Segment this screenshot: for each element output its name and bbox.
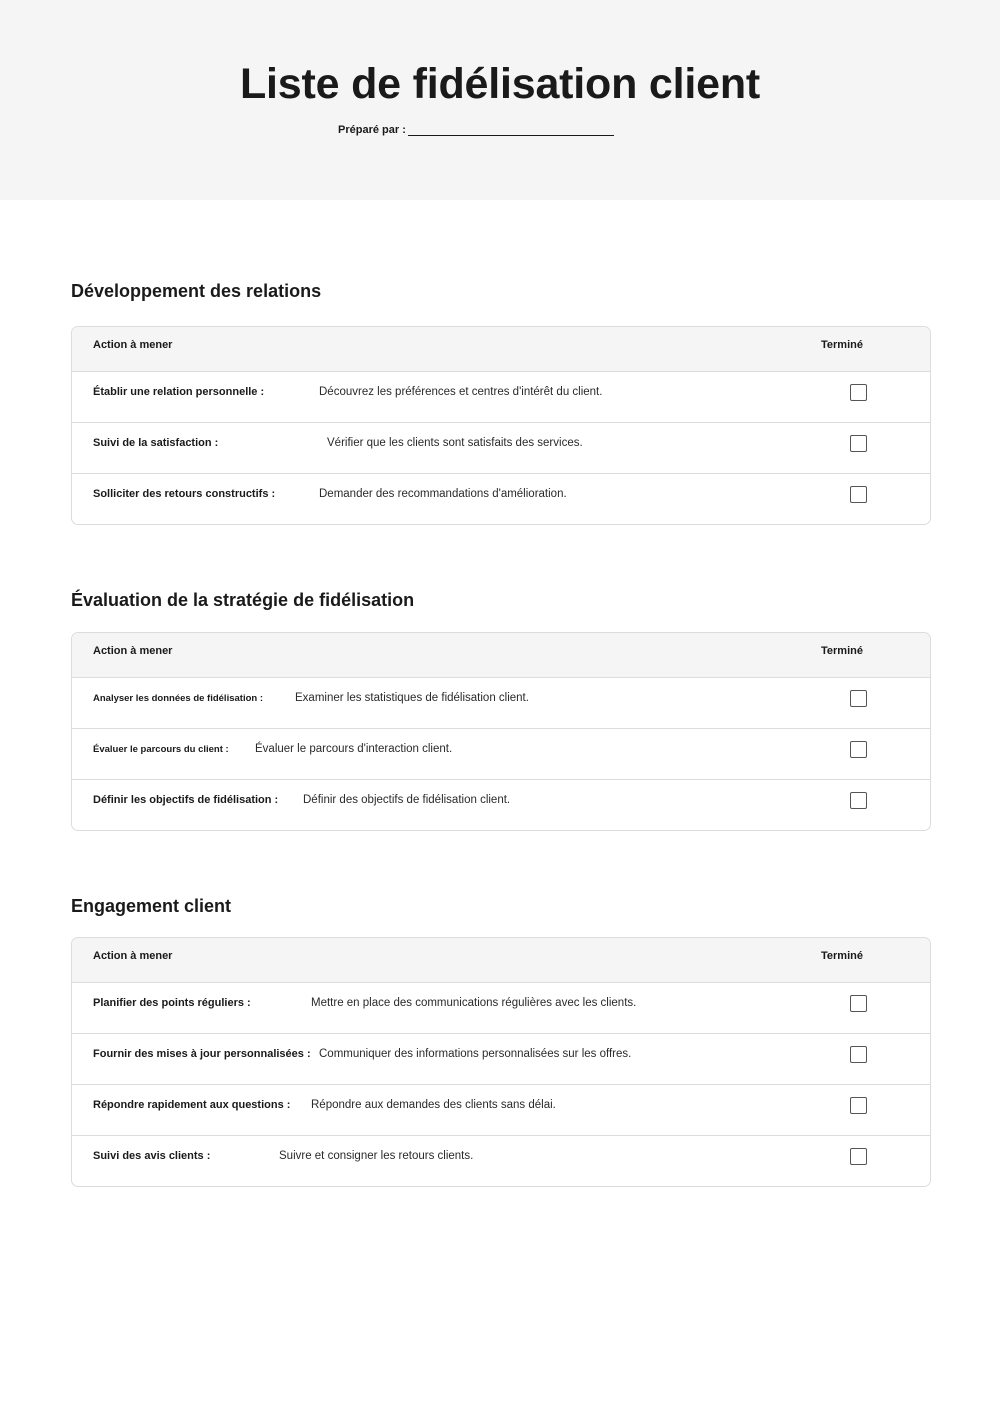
page-title: Liste de fidélisation client (239, 60, 761, 108)
row-label: Suivi des avis clients : (93, 1150, 211, 1162)
row-label: Planifier des points réguliers : (93, 997, 251, 1009)
row-label: Suivi de la satisfaction : (93, 437, 219, 449)
done-checkbox[interactable] (850, 995, 867, 1012)
table-row (72, 780, 930, 830)
column-header-done: Terminé (821, 339, 863, 351)
section-title-strategy: Évaluation de la stratégie de fidélisation (71, 590, 415, 610)
column-header-done: Terminé (821, 950, 863, 962)
prepared-by-label: Préparé par : (338, 124, 406, 136)
row-description: Demander des recommandations d'amélioration. (319, 488, 567, 500)
column-header-action: Action à mener (93, 645, 173, 657)
done-checkbox[interactable] (850, 1097, 867, 1114)
prepared-by-field[interactable] (408, 135, 614, 136)
row-description: Découvrez les préférences et centres d'intérêt du client. (319, 386, 603, 398)
row-description: Suivre et consigner les retours clients. (279, 1150, 474, 1162)
row-description: Mettre en place des communications régulières avec les clients. (311, 997, 637, 1009)
done-checkbox[interactable] (850, 486, 867, 503)
page-header (0, 0, 1000, 200)
checklist-table-relations (71, 326, 931, 525)
row-label: Évaluer le parcours du client : (93, 744, 229, 755)
row-description: Répondre aux demandes des clients sans délai. (311, 1099, 556, 1111)
done-checkbox[interactable] (850, 435, 867, 452)
done-checkbox[interactable] (850, 690, 867, 707)
row-description: Examiner les statistiques de fidélisation client. (295, 692, 529, 704)
column-header-action: Action à mener (93, 950, 173, 962)
row-label: Analyser les données de fidélisation : (93, 693, 263, 704)
table-row (72, 474, 930, 524)
table-row (72, 1034, 930, 1085)
column-header-done: Terminé (821, 645, 863, 657)
done-checkbox[interactable] (850, 1148, 867, 1165)
row-description: Vérifier que les clients sont satisfaits des services. (327, 437, 583, 449)
table-row (72, 678, 930, 729)
row-label: Définir les objectifs de fidélisation : (93, 794, 279, 806)
row-description: Évaluer le parcours d'interaction client. (255, 743, 453, 755)
done-checkbox[interactable] (850, 1046, 867, 1063)
row-label: Fournir des mises à jour personnalisées : (93, 1048, 311, 1060)
table-row (72, 729, 930, 780)
table-row (72, 423, 930, 474)
table-header (72, 327, 930, 372)
table-row (72, 372, 930, 423)
table-row (72, 1136, 930, 1186)
row-label: Solliciter des retours constructifs : (93, 488, 276, 500)
table-header (72, 633, 930, 678)
done-checkbox[interactable] (850, 741, 867, 758)
row-label: Établir une relation personnelle : (93, 386, 265, 398)
checklist-table-engagement (71, 937, 931, 1187)
done-checkbox[interactable] (850, 792, 867, 809)
row-description: Définir des objectifs de fidélisation client. (303, 794, 511, 806)
checklist-table-strategy (71, 632, 931, 831)
section-title-relations: Développement des relations (71, 281, 322, 301)
done-checkbox[interactable] (850, 384, 867, 401)
section-title-engagement: Engagement client (71, 896, 232, 916)
row-description: Communiquer des informations personnalisées sur les offres. (319, 1048, 632, 1060)
row-label: Répondre rapidement aux questions : (93, 1099, 291, 1111)
table-row (72, 1085, 930, 1136)
table-row (72, 983, 930, 1034)
table-header (72, 938, 930, 983)
column-header-action: Action à mener (93, 339, 173, 351)
